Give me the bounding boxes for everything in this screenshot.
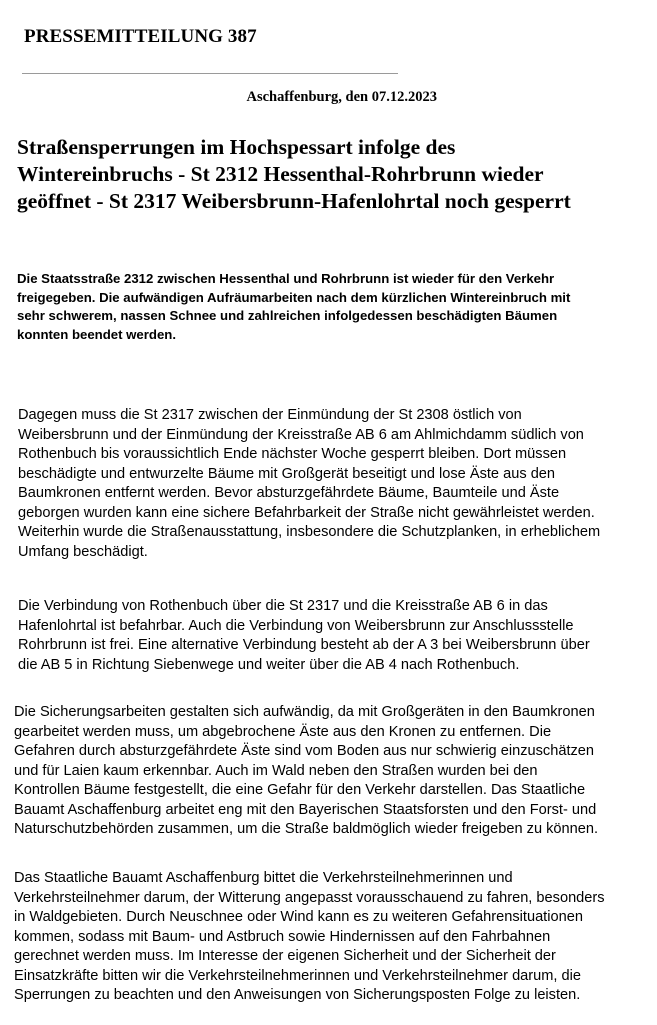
body-paragraph-3: Die Sicherungsarbeiten gestalten sich aufwändig, da mit Großgeräten in den Baumkronen gearbeitet werden muss, um abgebrochene Äste aus den Kronen zu entfernen. Die Gefahren durch absturzgefährdete Äste sind vom Boden aus nur schwierig einzuschätzen und für Laien kaum erkennbar. Auch im Wald neben den Straßen wurden bei den Kontrollen Bäume festgestellt, die eine Gefahr für den Verkehr darstellen. Das Staatliche Bauamt Aschaffenburg arbeitet eng mit den Bayerischen Staatsforsten und den Forst- und Naturschutzbehörden zusammen, um die Straße baldmöglich wieder freigeben zu können. [14,704,599,837]
body-paragraph-2: Die Verbindung von Rothenbuch über die St 2317 und die Kreisstraße AB 6 in das Hafenlohrtal ist befahrbar. Auch die Verbindung von Weibersbrunn zur Anschlussstelle Rohrbrunn ist frei. Eine alternative Verbindung besteht ab der A 3 bei Weibersbrunn über die AB 5 in Richtung Siebenwege und weiter über die AB 4 nach Rothenbuch. [18,598,590,673]
header-divider [22,73,398,74]
body-paragraph-4: Das Staatliche Bauamt Aschaffenburg bittet die Verkehrsteilnehmerinnen und Verkehrsteilnehmer darum, der Witterung angepasst vorausschauend zu fahren, besonders in Waldgebieten. Durch Neuschnee oder Wind kann es zu weiteren Gefahrensituationen kommen, sodass mit Baum- und Astbruch sowie Hindernissen auf den Fahrbahnen gerechnet werden muss. Im Interesse der eigenen Sicherheit und der Sicherheit der Einsatzkräfte bitten wir die Verkehrsteilnehmerinnen und Verkehrsteilnehmer darum, die Sperrungen zu beachten und den Anweisungen von Sicherungsposten Folge zu leisten. [14,870,605,1003]
headline: Straßensperrungen im Hochspessart infolge des Wintereinbruchs - St 2312 Hessenthal-Rohrbrunn wieder geöffnet - St 2317 Weibersbrunn-Hafenlohrtal noch gesperrt [17,135,571,213]
press-release-title: PRESSEMITTEILUNG 387 [24,26,257,47]
dateline: Aschaffenburg, den 07.12.2023 [246,89,437,105]
lead-paragraph: Die Staatsstraße 2312 zwischen Hessenthal und Rohrbrunn ist wieder für den Verkehr freigegeben. Die aufwändigen Aufräumarbeiten nach dem kürzlichen Wintereinbruch mit sehr schwerem, nassen Schnee und zahlreichen infolgedessen beschädigten Bäumen konnten beendet werden. [17,271,571,342]
body-paragraph-1: Dagegen muss die St 2317 zwischen der Einmündung der St 2308 östlich von Weibersbrunn und der Einmündung der Kreisstraße AB 6 am Ahlmichdamm südlich von Rothenbuch bis voraussichtlich Ende nächster Woche gesperrt bleiben. Dort müssen beschädigte und entwurzelte Bäume mit Großgerät beseitigt und lose Äste aus den Baumkronen entfernt werden. Bevor absturzgefährdete Bäume, Baumteile und Äste geborgen wurden kann eine sichere Befahrbarkeit der Straße nicht gewährleistet werden. Weiterhin wurde die Straßenausstattung, insbesondere die Schutzplanken, in erheblichem Umfang beschädigt. [18,407,601,560]
